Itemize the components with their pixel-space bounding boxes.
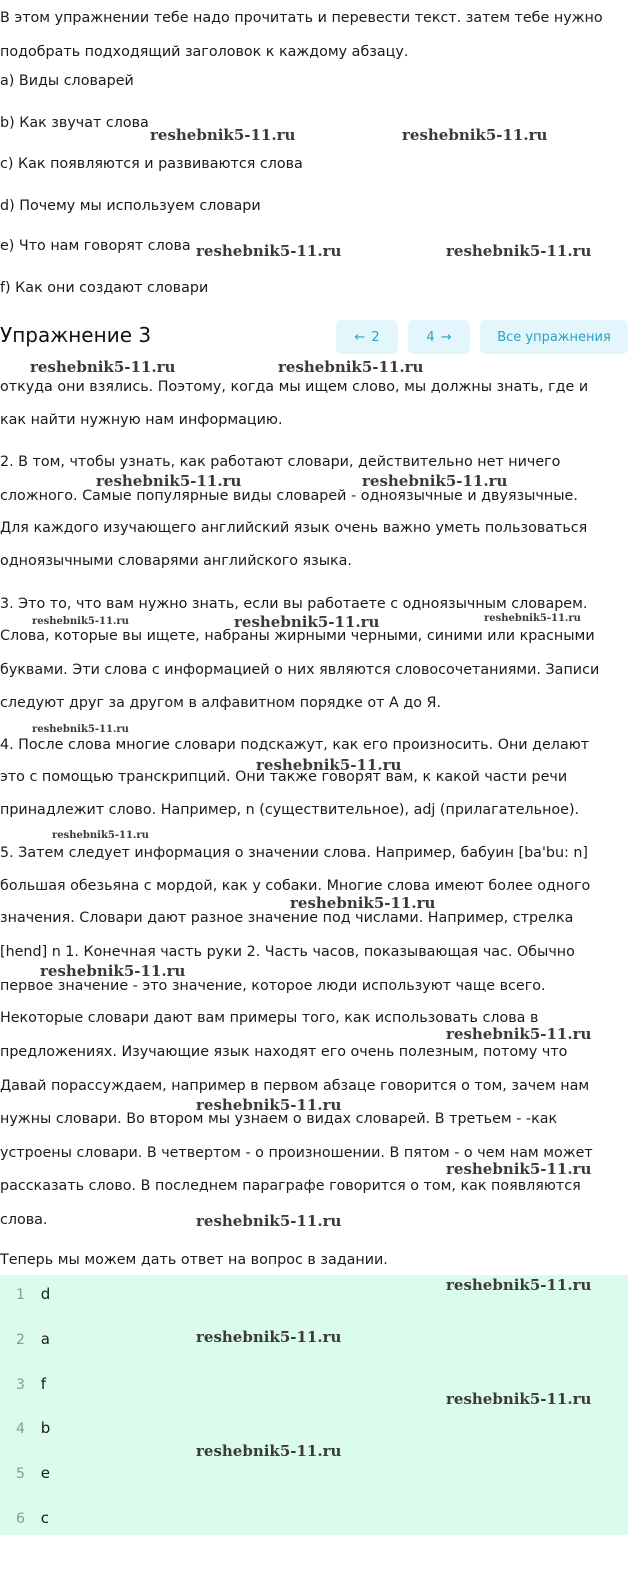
watermark: reshebnik5-11.ru <box>278 358 424 376</box>
text-line: одноязычными словарями английского языка. <box>0 553 352 569</box>
watermark: reshebnik5-11.ru <box>32 616 129 627</box>
answer-number: 6 <box>16 1511 25 1527</box>
text-line: Для каждого изучающего английский язык очень важно уметь пользоваться <box>0 520 588 536</box>
text-line: это с помощью транскрипций. Они также говорят вам, к какой части речи <box>0 769 568 785</box>
answer-number: 2 <box>16 1332 25 1348</box>
watermark: reshebnik5-11.ru <box>40 962 186 980</box>
answer-number: 5 <box>16 1466 25 1482</box>
all-exercises-label: Все упражнения <box>497 329 611 345</box>
watermark: reshebnik5-11.ru <box>96 472 242 490</box>
watermark: reshebnik5-11.ru <box>446 1160 592 1178</box>
watermark: reshebnik5-11.ru <box>256 756 402 774</box>
text-line: устроены словари. В четвертом - о произношении. В пятом - о чем нам может <box>0 1145 593 1161</box>
text-line: 2. В том, чтобы узнать, как работают словари, действительно нет ничего <box>0 454 561 470</box>
text-line: Теперь мы можем дать ответ на вопрос в задании. <box>0 1252 388 1268</box>
text-line: значения. Словари дают разное значение под числами. Например, стрелка <box>0 910 574 926</box>
text-line: первое значение - это значение, которое люди используют чаще всего. <box>0 978 546 994</box>
watermark: reshebnik5-11.ru <box>196 1442 342 1460</box>
prev-exercise-label: 2 <box>371 329 380 345</box>
prev-exercise-button[interactable] <box>336 320 398 354</box>
answer-number: 3 <box>16 1377 25 1393</box>
text-line: принадлежит слово. Например, n (существительное), adj (прилагательное). <box>0 802 580 818</box>
watermark: reshebnik5-11.ru <box>52 830 149 841</box>
text-line: Слова, которые вы ищете, набраны жирными черными, синими или красными <box>0 628 595 644</box>
text-line: Давай порассуждаем, например в первом абзаце говорится о том, зачем нам <box>0 1078 590 1094</box>
watermark: reshebnik5-11.ru <box>362 472 508 490</box>
watermark: reshebnik5-11.ru <box>290 894 436 912</box>
answer-number: 4 <box>16 1421 25 1437</box>
option-f: f) Как они создают словари <box>0 280 209 296</box>
option-b: b) Как звучат слова <box>0 115 149 131</box>
watermark: reshebnik5-11.ru <box>446 242 592 260</box>
page-title: Упражнение 3 <box>0 323 152 347</box>
watermark: reshebnik5-11.ru <box>446 1276 592 1294</box>
answer-value: c <box>40 1509 50 1527</box>
answer-row <box>16 1509 49 1527</box>
answer-row <box>16 1330 50 1348</box>
text-line: как найти нужную нам информацию. <box>0 412 283 428</box>
intro-line: подобрать подходящий заголовок к каждому абзацу. <box>0 44 409 60</box>
watermark: reshebnik5-11.ru <box>234 613 380 631</box>
text-line: откуда они взялись. Поэтому, когда мы ищем слово, мы должны знать, где и <box>0 379 589 395</box>
option-c: c) Как появляются и развиваются слова <box>0 156 303 172</box>
text-line: Некоторые словари дают вам примеры того, как использовать слова в <box>0 1010 539 1026</box>
watermark: reshebnik5-11.ru <box>30 358 176 376</box>
text-line: следуют друг за другом в алфавитном порядке от A до Я. <box>0 695 441 711</box>
answer-row <box>16 1464 50 1482</box>
text-line: нужны словари. Во втором мы узнаем о видах словарей. В третьем - -как <box>0 1111 558 1127</box>
watermark: reshebnik5-11.ru <box>484 613 581 624</box>
answer-value: a <box>40 1330 50 1348</box>
watermark: reshebnik5-11.ru <box>196 1096 342 1114</box>
answer-value: d <box>40 1285 51 1303</box>
answer-value: b <box>40 1419 51 1437</box>
intro-line: В этом упражнении тебе надо прочитать и перевести текст. затем тебе нужно <box>0 10 603 26</box>
text-line: 4. После слова многие словари подскажут, как его произносить. Они делают <box>0 737 590 753</box>
watermark: reshebnik5-11.ru <box>196 242 342 260</box>
text-line: большая обезьяна с мордой, как у собаки. Многие слова имеют более одного <box>0 878 591 894</box>
watermark: reshebnik5-11.ru <box>402 126 548 144</box>
answer-row <box>16 1375 46 1393</box>
text-line: предложениях. Изучающие язык находят его очень полезным, потому что <box>0 1044 568 1060</box>
watermark: reshebnik5-11.ru <box>196 1212 342 1230</box>
arrow-right-icon: → <box>440 329 452 345</box>
next-exercise-button[interactable] <box>408 320 470 354</box>
text-line: рассказать слово. В последнем параграфе говорится о том, как появляются <box>0 1178 581 1194</box>
watermark: reshebnik5-11.ru <box>196 1328 342 1346</box>
option-d: d) Почему мы используем словари <box>0 198 261 214</box>
answer-row <box>16 1419 50 1437</box>
text-line: 3. Это то, что вам нужно знать, если вы работаете с одноязычным словарем. <box>0 596 588 612</box>
option-e: e) Что нам говорят слова <box>0 238 191 254</box>
watermark: reshebnik5-11.ru <box>446 1390 592 1408</box>
answer-value: e <box>40 1464 51 1482</box>
watermark: reshebnik5-11.ru <box>32 724 129 735</box>
answer-value: f <box>40 1375 47 1393</box>
option-a: a) Виды словарей <box>0 73 134 89</box>
text-line: буквами. Эти слова с информацией о них являются словосочетаниями. Записи <box>0 662 600 678</box>
text-line: [hend] n 1. Конечная часть руки 2. Часть часов, показывающая час. Обычно <box>0 944 575 960</box>
text-line: сложного. Самые популярные виды словарей - одноязычные и двуязычные. <box>0 488 578 504</box>
watermark: reshebnik5-11.ru <box>446 1025 592 1043</box>
answer-number: 1 <box>16 1287 25 1303</box>
text-line: слова. <box>0 1212 48 1228</box>
next-exercise-label: 4 <box>426 329 435 345</box>
arrow-left-icon: ← <box>354 329 366 345</box>
answer-row <box>16 1285 50 1303</box>
watermark: reshebnik5-11.ru <box>150 126 296 144</box>
all-exercises-button[interactable] <box>480 320 628 354</box>
text-line: 5. Затем следует информация о значении слова. Например, бабуин [ba'bu: n] <box>0 845 589 861</box>
